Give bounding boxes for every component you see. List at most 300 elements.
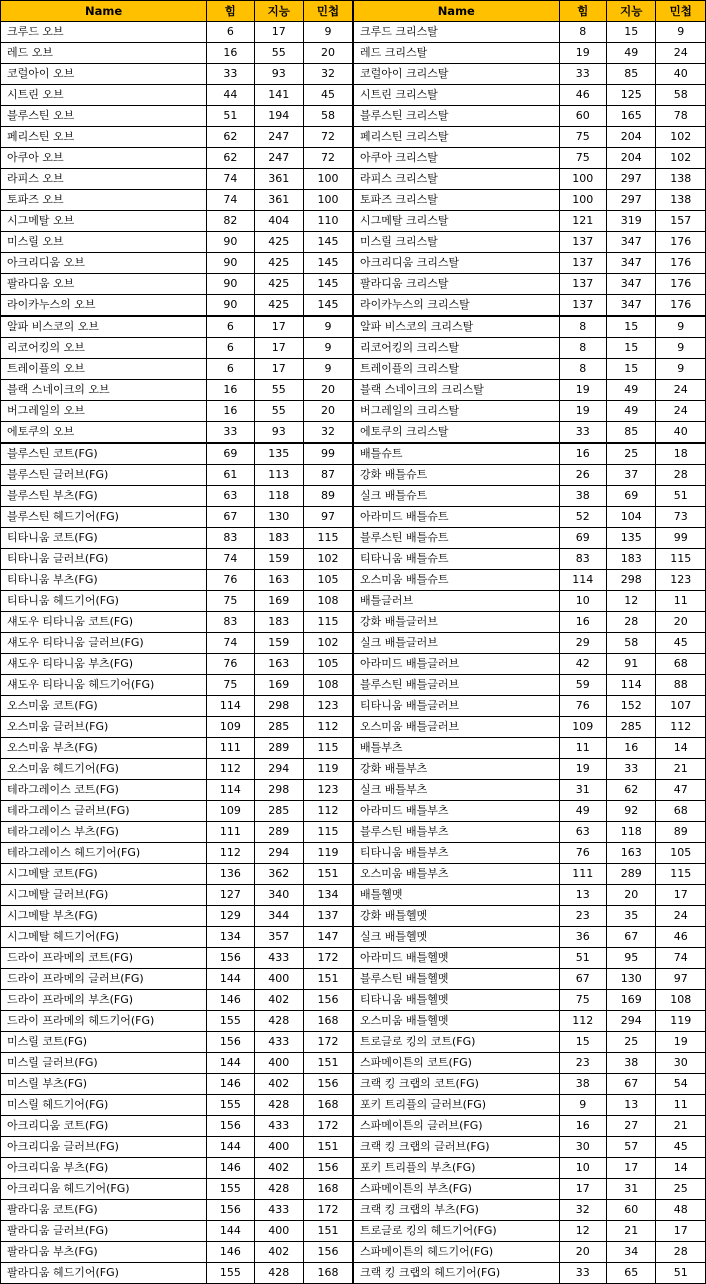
item-name-right: 블루스틴 크리스탈	[353, 106, 559, 127]
stat-str-left: 6	[207, 338, 254, 359]
stat-dex-left: 151	[304, 1137, 353, 1158]
item-name-left: 섀도우 티타니움 글러브(FG)	[1, 633, 207, 654]
stat-dex-left: 151	[304, 969, 353, 990]
stat-str-right: 19	[559, 401, 606, 422]
table-row	[1, 22, 706, 43]
stat-int-right: 204	[607, 148, 656, 169]
stat-int-left: 425	[254, 253, 303, 274]
stat-dex-left: 20	[304, 380, 353, 401]
stat-str-left: 136	[207, 864, 254, 885]
stat-dex-right: 102	[656, 148, 706, 169]
table-row	[1, 190, 706, 211]
stat-int-right: 294	[607, 1011, 656, 1032]
item-name-left: 아크리디움 오브	[1, 253, 207, 274]
stat-int-right: 92	[607, 801, 656, 822]
stat-dex-left: 168	[304, 1011, 353, 1032]
stat-dex-left: 119	[304, 759, 353, 780]
stat-int-right: 67	[607, 927, 656, 948]
stat-dex-left: 151	[304, 1221, 353, 1242]
stat-dex-left: 168	[304, 1179, 353, 1200]
table-row	[1, 232, 706, 253]
stat-dex-left: 20	[304, 43, 353, 64]
stat-dex-right: 9	[656, 22, 706, 43]
item-name-right: 시트린 크리스탈	[353, 85, 559, 106]
item-name-left: 드라이 프라메의 글러브(FG)	[1, 969, 207, 990]
stat-int-left: 294	[254, 843, 303, 864]
table-row	[1, 759, 706, 780]
table-row	[1, 148, 706, 169]
item-name-left: 라이카누스의 오브	[1, 295, 207, 317]
item-name-left: 테라그레이스 글러브(FG)	[1, 801, 207, 822]
stat-dex-right: 9	[656, 316, 706, 338]
stat-str-left: 75	[207, 591, 254, 612]
stat-int-left: 433	[254, 1032, 303, 1053]
item-name-left: 오스미움 글러브(FG)	[1, 717, 207, 738]
stat-str-left: 90	[207, 232, 254, 253]
stat-int-right: 37	[607, 465, 656, 486]
item-name-left: 팔라디움 헤드기어(FG)	[1, 1263, 207, 1284]
stat-str-right: 137	[559, 295, 606, 317]
item-name-right: 리코어킹의 크리스탈	[353, 338, 559, 359]
stat-str-left: 90	[207, 274, 254, 295]
table-row	[1, 633, 706, 654]
stat-dex-left: 102	[304, 549, 353, 570]
stat-str-left: 90	[207, 295, 254, 317]
stat-str-left: 61	[207, 465, 254, 486]
stat-str-right: 9	[559, 1095, 606, 1116]
stat-str-left: 111	[207, 822, 254, 843]
stat-str-right: 76	[559, 843, 606, 864]
stat-int-right: 49	[607, 380, 656, 401]
item-name-left: 트레이플의 오브	[1, 359, 207, 380]
stat-int-left: 361	[254, 169, 303, 190]
stat-int-left: 428	[254, 1011, 303, 1032]
item-name-right: 오스미움 배틀글러브	[353, 717, 559, 738]
item-name-left: 레드 오브	[1, 43, 207, 64]
stat-dex-right: 107	[656, 696, 706, 717]
stat-dex-left: 112	[304, 717, 353, 738]
table-row	[1, 1221, 706, 1242]
stat-dex-right: 21	[656, 1116, 706, 1137]
stat-str-left: 144	[207, 1053, 254, 1074]
stat-int-left: 247	[254, 148, 303, 169]
stat-int-right: 49	[607, 401, 656, 422]
stat-str-left: 134	[207, 927, 254, 948]
item-name-left: 섀도우 티타니움 헤드기어(FG)	[1, 675, 207, 696]
stat-str-left: 112	[207, 843, 254, 864]
stat-str-left: 114	[207, 780, 254, 801]
stat-dex-right: 102	[656, 127, 706, 148]
stat-int-right: 65	[607, 1263, 656, 1284]
stat-dex-left: 145	[304, 253, 353, 274]
stat-str-left: 16	[207, 380, 254, 401]
stat-dex-right: 24	[656, 43, 706, 64]
item-name-right: 스파메이튼의 글러브(FG)	[353, 1116, 559, 1137]
stat-int-left: 357	[254, 927, 303, 948]
stat-int-right: 163	[607, 843, 656, 864]
item-name-right: 아쿠아 크리스탈	[353, 148, 559, 169]
table-row	[1, 843, 706, 864]
stat-dex-left: 168	[304, 1263, 353, 1284]
item-name-left: 테라그레이스 헤드기어(FG)	[1, 843, 207, 864]
table-row	[1, 169, 706, 190]
header-name-right: Name	[353, 1, 559, 22]
table-body	[1, 22, 706, 1284]
item-name-left: 티타니움 헤드기어(FG)	[1, 591, 207, 612]
stat-str-right: 75	[559, 127, 606, 148]
stat-int-right: 15	[607, 359, 656, 380]
stat-dex-left: 145	[304, 232, 353, 253]
stat-dex-left: 72	[304, 127, 353, 148]
stat-str-left: 83	[207, 612, 254, 633]
stat-str-right: 15	[559, 1032, 606, 1053]
stat-dex-right: 9	[656, 359, 706, 380]
table-row	[1, 948, 706, 969]
stat-int-right: 12	[607, 591, 656, 612]
stat-str-left: 83	[207, 528, 254, 549]
item-name-right: 오스미움 배틀헬멧	[353, 1011, 559, 1032]
item-name-right: 아라미드 배틀글러브	[353, 654, 559, 675]
stat-int-left: 402	[254, 1158, 303, 1179]
stat-str-left: 62	[207, 127, 254, 148]
item-name-right: 블루스틴 배틀부츠	[353, 822, 559, 843]
stat-int-right: 104	[607, 507, 656, 528]
stat-int-left: 433	[254, 1116, 303, 1137]
stat-str-right: 16	[559, 612, 606, 633]
stat-str-left: 44	[207, 85, 254, 106]
stat-dex-right: 28	[656, 465, 706, 486]
item-name-right: 라피스 크리스탈	[353, 169, 559, 190]
stat-dex-right: 24	[656, 401, 706, 422]
item-name-right: 라이카누스의 크리스탈	[353, 295, 559, 317]
table-row	[1, 1137, 706, 1158]
stat-str-right: 19	[559, 43, 606, 64]
item-name-right: 블루스틴 배틀슈트	[353, 528, 559, 549]
stat-dex-left: 72	[304, 148, 353, 169]
item-name-right: 배틀부츠	[353, 738, 559, 759]
item-name-left: 테라그레이스 코트(FG)	[1, 780, 207, 801]
stat-int-left: 298	[254, 696, 303, 717]
stat-str-right: 60	[559, 106, 606, 127]
stat-str-right: 109	[559, 717, 606, 738]
stat-int-right: 35	[607, 906, 656, 927]
stat-int-right: 31	[607, 1179, 656, 1200]
item-name-left: 미스릴 코트(FG)	[1, 1032, 207, 1053]
table-row	[1, 717, 706, 738]
stat-str-left: 155	[207, 1179, 254, 1200]
stat-int-left: 425	[254, 232, 303, 253]
stat-str-right: 10	[559, 591, 606, 612]
stat-dex-right: 21	[656, 759, 706, 780]
stat-dex-right: 46	[656, 927, 706, 948]
stat-str-right: 11	[559, 738, 606, 759]
stat-str-left: 146	[207, 1074, 254, 1095]
table-row	[1, 43, 706, 64]
item-name-left: 티타니움 코트(FG)	[1, 528, 207, 549]
stat-dex-right: 11	[656, 591, 706, 612]
stat-dex-left: 156	[304, 990, 353, 1011]
stat-dex-right: 119	[656, 1011, 706, 1032]
item-name-right: 코럴아이 크리스탈	[353, 64, 559, 85]
item-name-right: 강화 배틀부츠	[353, 759, 559, 780]
stat-int-right: 67	[607, 1074, 656, 1095]
item-name-right: 배틀슈트	[353, 443, 559, 465]
table-row	[1, 780, 706, 801]
header-row	[1, 1, 706, 22]
stat-str-left: 156	[207, 1200, 254, 1221]
table-row	[1, 1053, 706, 1074]
stat-str-right: 8	[559, 316, 606, 338]
stat-int-left: 344	[254, 906, 303, 927]
stat-str-left: 109	[207, 717, 254, 738]
table-row	[1, 1179, 706, 1200]
table-row	[1, 654, 706, 675]
item-name-right: 포키 트리플의 글러브(FG)	[353, 1095, 559, 1116]
stat-str-left: 6	[207, 359, 254, 380]
item-name-right: 트레이플의 크리스탈	[353, 359, 559, 380]
stat-int-left: 289	[254, 822, 303, 843]
stat-str-right: 75	[559, 148, 606, 169]
stat-str-right: 100	[559, 190, 606, 211]
table-row	[1, 822, 706, 843]
stat-str-left: 109	[207, 801, 254, 822]
stat-dex-right: 19	[656, 1032, 706, 1053]
stat-dex-right: 45	[656, 1137, 706, 1158]
stat-str-left: 156	[207, 1116, 254, 1137]
stat-dex-left: 134	[304, 885, 353, 906]
table-row	[1, 906, 706, 927]
stat-str-right: 100	[559, 169, 606, 190]
stat-int-right: 91	[607, 654, 656, 675]
stat-int-right: 69	[607, 486, 656, 507]
item-name-right: 아크리디움 크리스탈	[353, 253, 559, 274]
stat-dex-right: 40	[656, 422, 706, 444]
stat-dex-left: 172	[304, 1116, 353, 1137]
stat-dex-left: 147	[304, 927, 353, 948]
stat-dex-right: 14	[656, 738, 706, 759]
item-name-left: 크루드 오브	[1, 22, 207, 43]
table-row	[1, 1095, 706, 1116]
stat-int-right: 27	[607, 1116, 656, 1137]
stat-int-right: 20	[607, 885, 656, 906]
stat-int-left: 289	[254, 738, 303, 759]
stat-dex-left: 115	[304, 528, 353, 549]
stat-str-left: 155	[207, 1095, 254, 1116]
table-row	[1, 738, 706, 759]
stat-str-left: 144	[207, 969, 254, 990]
stat-int-left: 361	[254, 190, 303, 211]
stat-int-left: 428	[254, 1179, 303, 1200]
stat-int-left: 433	[254, 1200, 303, 1221]
stat-dex-left: 9	[304, 22, 353, 43]
stat-dex-right: 51	[656, 1263, 706, 1284]
table-row	[1, 359, 706, 380]
stat-dex-left: 105	[304, 570, 353, 591]
stat-str-left: 76	[207, 570, 254, 591]
stat-str-left: 74	[207, 633, 254, 654]
item-name-left: 오스미움 코트(FG)	[1, 696, 207, 717]
table-row	[1, 801, 706, 822]
stat-str-right: 10	[559, 1158, 606, 1179]
item-name-left: 섀도우 티타니움 코트(FG)	[1, 612, 207, 633]
stat-dex-left: 137	[304, 906, 353, 927]
stat-dex-right: 73	[656, 507, 706, 528]
item-name-right: 티타니움 배틀글러브	[353, 696, 559, 717]
stat-dex-left: 32	[304, 64, 353, 85]
stat-int-right: 347	[607, 253, 656, 274]
item-name-left: 드라이 프라메의 코트(FG)	[1, 948, 207, 969]
stat-str-right: 32	[559, 1200, 606, 1221]
item-name-left: 시트린 오브	[1, 85, 207, 106]
item-name-right: 실크 배틀헬멧	[353, 927, 559, 948]
stat-dex-left: 108	[304, 675, 353, 696]
item-name-left: 코럴아이 오브	[1, 64, 207, 85]
stat-dex-right: 105	[656, 843, 706, 864]
stat-dex-right: 18	[656, 443, 706, 465]
stat-int-left: 55	[254, 43, 303, 64]
item-name-left: 라피스 오브	[1, 169, 207, 190]
stat-int-right: 60	[607, 1200, 656, 1221]
stat-dex-right: 14	[656, 1158, 706, 1179]
stat-int-left: 247	[254, 127, 303, 148]
item-name-left: 토파즈 오브	[1, 190, 207, 211]
stat-str-right: 20	[559, 1242, 606, 1263]
stat-int-left: 294	[254, 759, 303, 780]
table-row	[1, 253, 706, 274]
stat-str-left: 6	[207, 316, 254, 338]
stat-int-left: 183	[254, 528, 303, 549]
stat-dex-right: 40	[656, 64, 706, 85]
stat-dex-right: 108	[656, 990, 706, 1011]
item-name-left: 시그메탈 글러브(FG)	[1, 885, 207, 906]
item-name-left: 팔라디움 오브	[1, 274, 207, 295]
item-name-right: 크루드 크리스탈	[353, 22, 559, 43]
table-row	[1, 549, 706, 570]
item-name-right: 크랙 킹 크랩의 부츠(FG)	[353, 1200, 559, 1221]
item-name-right: 스파메이튼의 헤드기어(FG)	[353, 1242, 559, 1263]
item-name-left: 아쿠아 오브	[1, 148, 207, 169]
stat-dex-left: 123	[304, 696, 353, 717]
stat-dex-right: 88	[656, 675, 706, 696]
item-name-left: 아크리디움 부츠(FG)	[1, 1158, 207, 1179]
stat-int-left: 425	[254, 295, 303, 317]
item-name-left: 팔라디움 글러브(FG)	[1, 1221, 207, 1242]
stat-int-right: 28	[607, 612, 656, 633]
item-name-right: 에토쿠의 크리스탈	[353, 422, 559, 444]
stat-dex-left: 156	[304, 1158, 353, 1179]
item-name-right: 블루스틴 배틀글러브	[353, 675, 559, 696]
item-name-right: 강화 배틀글러브	[353, 612, 559, 633]
stat-str-right: 16	[559, 1116, 606, 1137]
stat-int-right: 204	[607, 127, 656, 148]
stat-dex-left: 105	[304, 654, 353, 675]
stat-int-left: 402	[254, 990, 303, 1011]
item-name-right: 알파 비스코의 크리스탈	[353, 316, 559, 338]
item-name-right: 실크 배틀부츠	[353, 780, 559, 801]
stat-str-right: 16	[559, 443, 606, 465]
stat-dex-right: 45	[656, 633, 706, 654]
stat-int-right: 319	[607, 211, 656, 232]
stat-dex-left: 115	[304, 738, 353, 759]
stat-int-left: 404	[254, 211, 303, 232]
table-row	[1, 507, 706, 528]
table-row	[1, 1158, 706, 1179]
stat-dex-left: 115	[304, 822, 353, 843]
stat-dex-right: 54	[656, 1074, 706, 1095]
stat-int-right: 49	[607, 43, 656, 64]
table-row	[1, 969, 706, 990]
stat-int-left: 17	[254, 359, 303, 380]
stat-int-left: 169	[254, 591, 303, 612]
table-row	[1, 1011, 706, 1032]
stat-str-left: 90	[207, 253, 254, 274]
item-name-right: 아라미드 배틀슈트	[353, 507, 559, 528]
stat-dex-left: 89	[304, 486, 353, 507]
stat-dex-left: 102	[304, 633, 353, 654]
table-row	[1, 127, 706, 148]
item-name-right: 레드 크리스탈	[353, 43, 559, 64]
stat-dex-left: 110	[304, 211, 353, 232]
stat-dex-right: 112	[656, 717, 706, 738]
table-row	[1, 1032, 706, 1053]
header-int-left: 지능	[254, 1, 303, 22]
stat-str-left: 33	[207, 64, 254, 85]
table-row	[1, 338, 706, 359]
stat-str-right: 26	[559, 465, 606, 486]
stat-int-right: 297	[607, 169, 656, 190]
stat-str-right: 12	[559, 1221, 606, 1242]
stat-dex-right: 89	[656, 822, 706, 843]
stat-dex-right: 97	[656, 969, 706, 990]
stat-int-left: 55	[254, 401, 303, 422]
stat-dex-left: 145	[304, 295, 353, 317]
stat-str-left: 127	[207, 885, 254, 906]
stat-str-right: 112	[559, 1011, 606, 1032]
stat-str-left: 69	[207, 443, 254, 465]
header-name-left: Name	[1, 1, 207, 22]
item-name-right: 페리스틴 크리스탈	[353, 127, 559, 148]
stat-int-right: 169	[607, 990, 656, 1011]
stat-dex-right: 48	[656, 1200, 706, 1221]
stat-int-left: 55	[254, 380, 303, 401]
item-name-left: 테라그레이스 부츠(FG)	[1, 822, 207, 843]
stat-str-left: 62	[207, 148, 254, 169]
table-row	[1, 443, 706, 465]
table-row	[1, 401, 706, 422]
item-name-right: 트로글로 킹의 코트(FG)	[353, 1032, 559, 1053]
stat-dex-left: 100	[304, 169, 353, 190]
item-name-right: 크랙 킹 크랩의 코트(FG)	[353, 1074, 559, 1095]
item-name-left: 미스릴 글러브(FG)	[1, 1053, 207, 1074]
stat-int-left: 362	[254, 864, 303, 885]
stat-dex-left: 58	[304, 106, 353, 127]
stat-int-right: 347	[607, 274, 656, 295]
table-row	[1, 465, 706, 486]
item-name-right: 크랙 킹 크랩의 헤드기어(FG)	[353, 1263, 559, 1284]
item-name-left: 알파 비스코의 오브	[1, 316, 207, 338]
stat-str-right: 23	[559, 906, 606, 927]
stat-int-right: 297	[607, 190, 656, 211]
stat-str-right: 29	[559, 633, 606, 654]
stat-str-left: 144	[207, 1221, 254, 1242]
stat-str-right: 75	[559, 990, 606, 1011]
stat-int-right: 135	[607, 528, 656, 549]
stat-str-left: 156	[207, 948, 254, 969]
stat-int-left: 141	[254, 85, 303, 106]
stat-dex-right: 11	[656, 1095, 706, 1116]
stat-str-right: 137	[559, 274, 606, 295]
stat-dex-right: 20	[656, 612, 706, 633]
